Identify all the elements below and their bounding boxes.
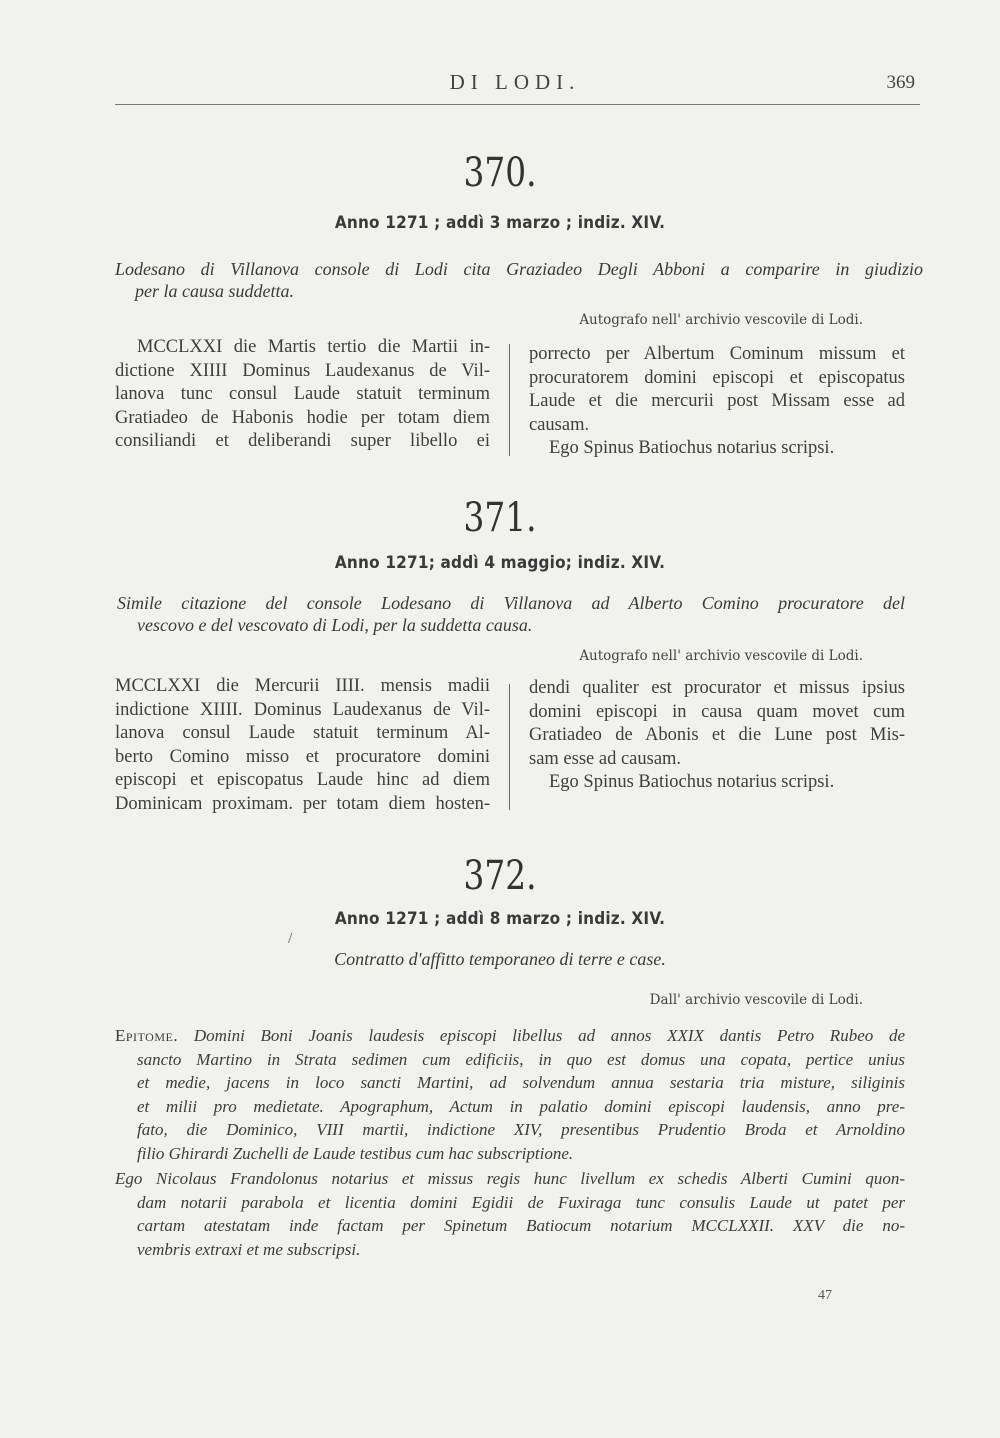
text-line: Domini Boni Joanis laudesis episcopi libellus ad annos XXIX dantis Petro Rubeo de [193,1026,906,1045]
text-line: porrecto per Albertum Cominum missum et [529,344,905,364]
text-line: filio Ghirardi Zuchelli de Laude testibus cum hac subscriptione. [137,1143,574,1163]
text-line: dictione XIIII Dominus Laudexanus de Vil- [115,360,490,381]
stray-mark: / [288,930,293,947]
text-line: lanova tunc consul Laude statuit terminum [115,384,490,404]
date-line-372: Anno 1271 ; addì 8 marzo ; indiz. XIV. [334,909,666,929]
sheet-signature-number: 47 [818,1288,832,1303]
page-number: 369 [886,72,915,93]
document-number-371: 371. [463,495,537,541]
text-line: fato, die Dominico, VIII martii, indictione XIV, presentibus Prudentio Broda et Arnoldino [137,1120,905,1139]
text-line: berto Comino misso et procuratore domini [115,746,490,767]
summary-line: Simile citazione del console Lodesano di Villanova ad Alberto Comino procuratore del [117,593,905,613]
text-line: lanova consul Laude statuit terminum Al- [115,723,490,743]
text-line: MCCLXXI die Mercurii IIII. mensis madii [115,676,490,696]
text-line: Dominicam proximam. per totam diem hosten- [115,793,490,814]
text-line: domini episcopi in causa quam movet cum [529,701,905,722]
summary-372 [0,948,1000,970]
summary-line: Lodesano di Villanova console di Lodi cita Graziadeo Degli Abboni a comparire in giudizio [115,259,923,279]
column-rule [509,684,510,810]
date-line-370: Anno 1271 ; addì 3 marzo ; indiz. XIV. [334,213,666,233]
text-line: et medie, jacens in loco sancti Martini, ad solvendum annua sestaria tria misture, siliginis [137,1073,905,1092]
header-rule [115,104,920,105]
text-line: Gratiadeo de Habonis hodie per totam diem [115,407,490,428]
source-note-371: Autografo nell' archivio vescovile di Lodi. [579,648,863,664]
source-note-370: Autografo nell' archivio vescovile di Lodi. [579,312,863,328]
text-line: MCCLXXI die Martis tertio die Martii in- [137,337,490,357]
summary-line: per la causa suddetta. [135,281,294,301]
summary-line: Contratto d'affitto temporaneo di terre e case. [334,949,666,969]
text-line: sancto Martino in Strata sedimen cum edificiis, in quo est domus una copata, pertice unius [137,1049,905,1069]
source-note-372: Dall' archivio vescovile di Lodi. [649,992,863,1008]
text-line: consiliandi et deliberandi super libello ei [115,431,490,451]
text-line: procuratorem domini episcopi et episcopatus [529,367,905,388]
right-column-370 [529,343,905,461]
epitome-block [115,1024,905,1261]
column-rule [509,344,510,456]
text-line: episcopi et episcopatus Laude hinc ad diem [115,770,490,790]
text-line: indictione XIIII. Dominus Laudexanus de Vil- [115,699,490,720]
right-column-371 [529,677,905,795]
text-line: Ego Spinus Batiochus notarius scripsi. [549,438,835,458]
left-column-371 [115,675,490,816]
text-line: dam notarii parabola et licentia domini Egidii de Fuxiraga tunc consulis Laude ut patet per [137,1192,905,1212]
text-line: cartam atestatam inde factam per Spinetum Batiocum notarium MCCLXXII. XXV die no- [137,1216,905,1235]
document-number-370: 370. [463,150,537,196]
summary-line: vescovo e del vescovato di Lodi, per la suddetta causa. [137,615,533,635]
summary-371 [117,592,905,636]
text-line: Ego Spinus Batiochus notarius scripsi. [549,772,835,792]
text-line: Ego Nicolaus Frandolonus notarius et missus regis hunc livellum ex schedis Alberti Cumini quon- [115,1169,905,1188]
text-line: Gratiadeo de Abonis et die Lune post Mis- [529,725,905,745]
running-head [115,70,915,102]
text-line: causam. [529,414,590,435]
epitome-label: Epitome. [115,1026,179,1045]
summary-370 [115,258,923,302]
text-line: vembris extraxi et me subscripsi. [137,1239,361,1259]
text-line: et milii pro medietate. Apographum, Actum in palatio domini episcopi laudensis, anno pre- [137,1096,905,1116]
date-line-371: Anno 1271; addì 4 maggio; indiz. XIV. [334,553,666,573]
left-column-370 [115,336,490,454]
text-line: dendi qualiter est procurator et missus ipsius [529,678,905,698]
document-number-372: 372. [463,853,537,899]
epitome-first-line [115,1024,905,1048]
text-line: Laude et die mercurii post Missam esse ad [529,391,905,411]
running-title: DI LODI. [449,70,581,94]
text-line: sam esse ad causam. [529,748,682,769]
